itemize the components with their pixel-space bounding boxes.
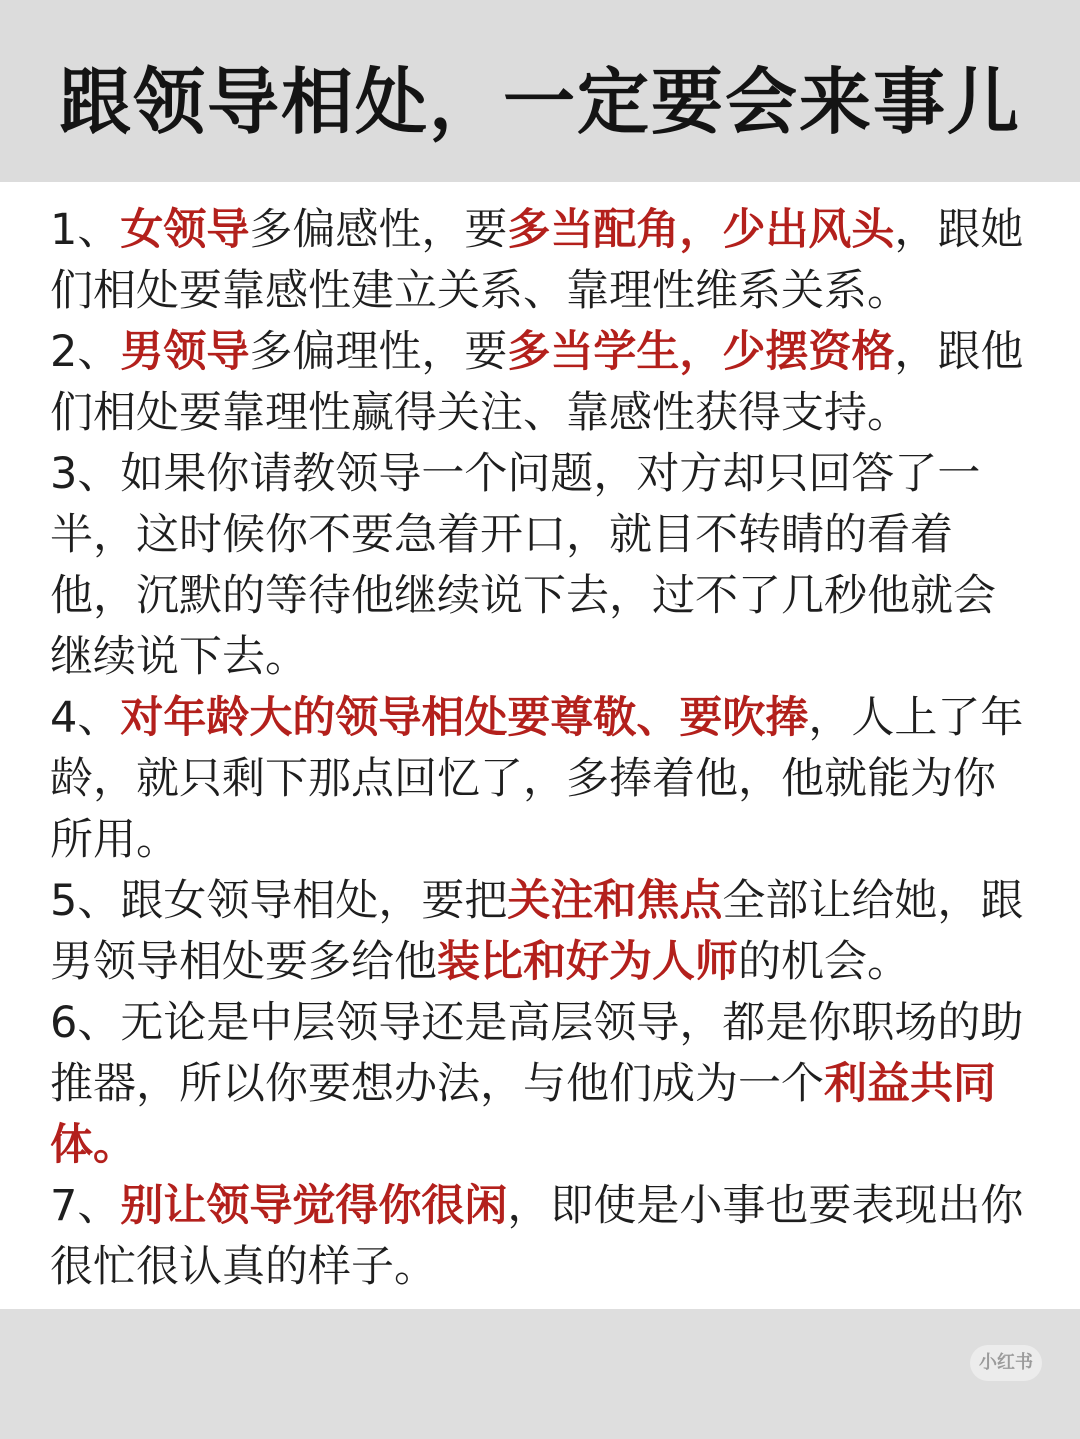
body-text: 7、 (50, 1181, 121, 1231)
tip-item (50, 993, 1030, 1176)
body-text: 要 (464, 205, 508, 255)
footer-bar (0, 1309, 1080, 1439)
tips-list (50, 200, 1030, 1298)
body-text: 1、 (50, 205, 121, 255)
highlighted-text: 多当学生，少摆资格 (507, 327, 895, 377)
body-text: 多偏感性， (249, 205, 465, 255)
page-title: 跟领导相处，一定要会来事儿 (58, 60, 1021, 144)
tip-item (50, 1176, 1030, 1298)
body-text: ，即使是小事也要表现出你很忙很认真的样子。 (50, 1181, 1024, 1292)
tip-item (50, 444, 1030, 688)
title-banner (0, 0, 1080, 182)
body-text: 2、 (50, 327, 121, 377)
highlighted-text: 别让领导觉得你很闲 (120, 1181, 508, 1231)
highlighted-text: 男领导 (120, 327, 250, 377)
highlighted-text: 利益共同体。 (50, 1059, 996, 1170)
body-text: 的机会。 (738, 937, 910, 987)
body-text: 4、 (50, 693, 121, 743)
body-text: 6、无论是中层领导还是高层领导，都是你职场的助推器，所以你要想办法，与他们成为一个 (50, 998, 1024, 1109)
tip-item (50, 200, 1030, 322)
body-text: ，人上了年龄，就只剩下那点回忆了，多捧着他，他就能为你所用。 (50, 693, 1024, 865)
body-text: 3、如果你请教领导一个问题，对方却只回答了一半，这时候你不要急着开口，就目不转睛的看着他，沉默的等待他继续说下去，过不了几秒他就会继续说下去。 (50, 449, 996, 682)
highlighted-text: 装比和好为人师 (437, 937, 738, 987)
body-text: ，跟他们相处要靠理性赢得关注、靠感性获得支持。 (50, 327, 1024, 438)
xiaohongshu-watermark-logo: 小红书 (970, 1345, 1042, 1381)
tip-item (50, 871, 1030, 993)
body-text: ，跟她们相处要靠感性建立关系、靠理性维系关系。 (50, 205, 1024, 316)
highlighted-text: 女领导 (120, 205, 250, 255)
body-text: 全部让给她，跟男领导相处要多给他 (50, 876, 1024, 987)
body-text: 5、跟女领导相处，要把 (50, 876, 508, 926)
tip-item (50, 688, 1030, 871)
body-text: 多偏理性，要 (249, 327, 508, 377)
highlighted-text: 多当配角，少出风头 (507, 205, 895, 255)
tip-item (50, 322, 1030, 444)
highlighted-text: 对年龄大的领导相处要尊敬、要吹捧 (120, 693, 809, 743)
highlighted-text: 关注和焦点 (507, 876, 723, 926)
